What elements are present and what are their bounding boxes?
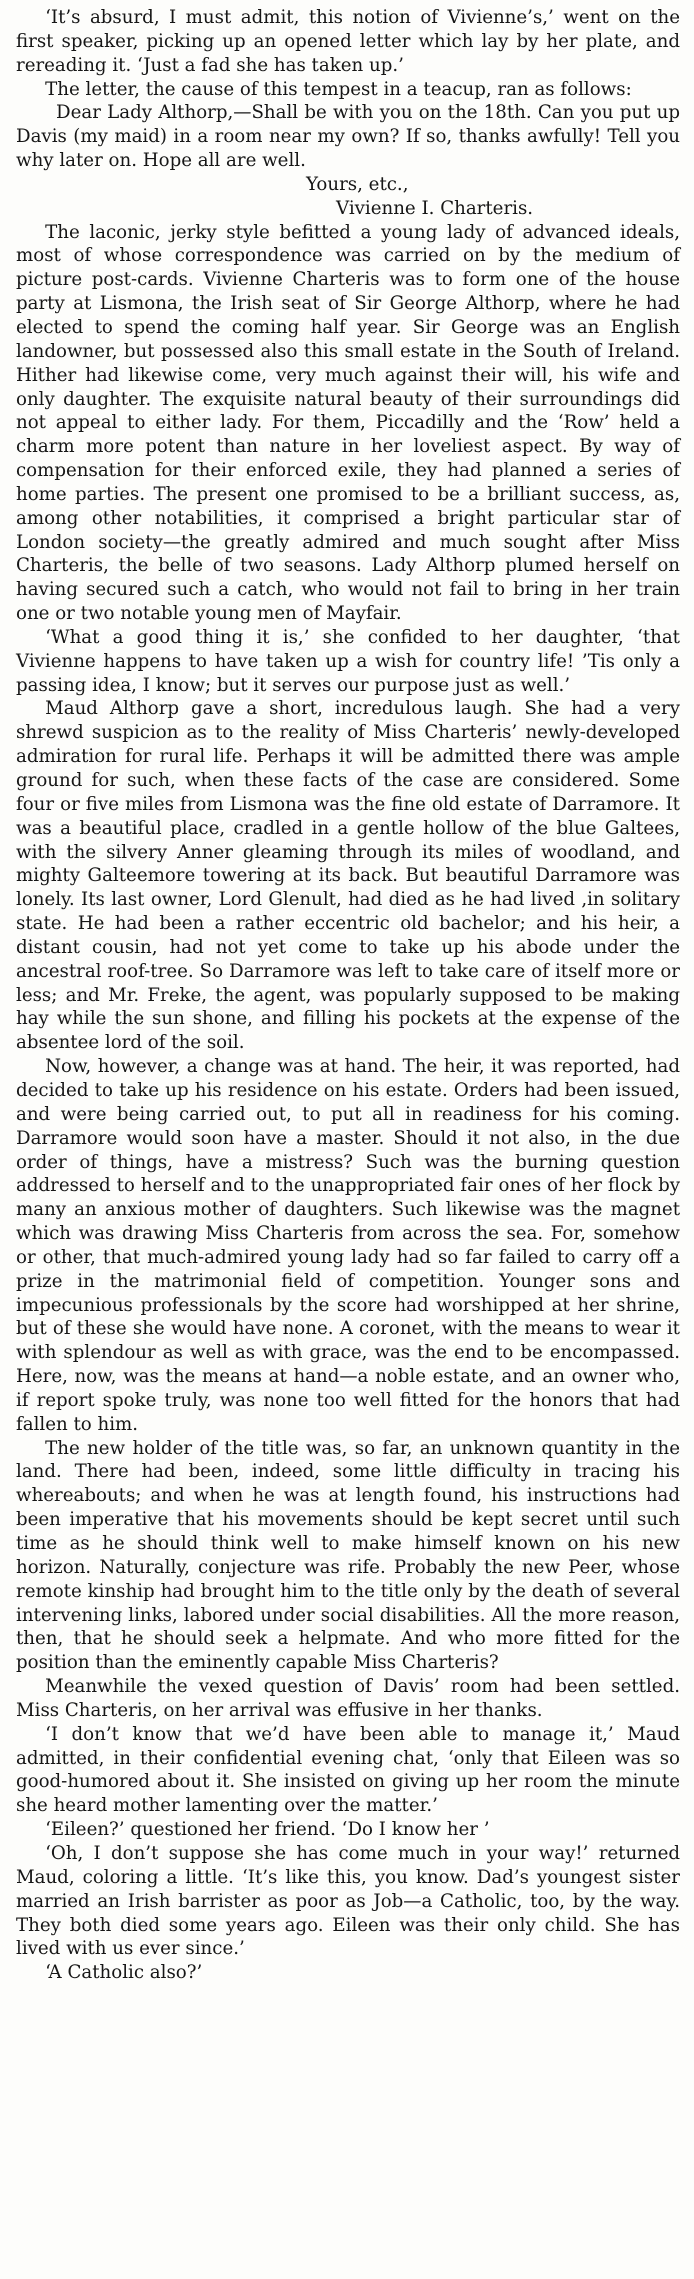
paragraph-manage-it: ‘I don’t know that we’d have been able to manage it,’ Maud admitted, in their confidential evening chat, ‘only that Eileen was so good-humored about it. She insisted on giving up her room the minute she heard mother lamenting over the matter.’ — [16, 1723, 680, 1817]
paragraph-davis-room: Meanwhile the vexed question of Davis’ room had been settled. Miss Charteris, on her arrival was effusive in her thanks. — [16, 1676, 680, 1721]
paragraph-new-holder: The new holder of the title was, so far, an unknown quantity in the land. There had been, indeed, some little difficulty in tracing his whereabouts; and when he was at length found, his instructions had been imperative that his movements should be kept secret until such time as he should think well to make himself known on his new horizon. Naturally, conjecture was rife. Probably the new Peer, whose remote kinship had brought him to the title only by the death of several intervening links, labored under social disabilities. All the more reason, then, that he should seek a helpmate. And who more fitted for the position than the eminently capable Miss Charteris? — [16, 1437, 680, 1674]
paragraph-change-at-hand: Now, however, a change was at hand. The heir, it was reported, had decided to take up his residence on his estate. Orders had been issued, and were being carried out, to put all in readiness for his coming. Darramore would soon have a master. Should it not also, in the due order of things, have a mistress? Such was the burning question addressed to herself and to the unappropriated fair ones of her flock by many an anxious mother of daughters. Such likewise was the magnet which was drawing Miss Charteris from across the sea. For, somehow or other, that much-admired young lady had so far failed to carry off a prize in the matrimonial field of competition. Younger sons and impecunious professionals by the score had worshipped at her shrine, but of these she would have none. A coronet, with the means to wear it with splendour as well as with grace, was the end to be encompassed. Here, now, was the means at hand—a noble estate, and an owner who, if report spoke truly, was none too well fitted for the honors that had fallen to him. — [16, 1056, 680, 1435]
letter-closing: Yours, etc., — [306, 173, 409, 195]
paragraph-letter-body: Dear Lady Althorp,—Shall be with you on the 18th. Can you put up Davis (my maid) in a room near my own? If so, thanks awfully! Tell you why later on. Hope all are well. — [16, 102, 680, 172]
paragraph-eileen-answer: ‘Oh, I don’t suppose she has come much in your way!’ returned Maud, coloring a little. ‘It’s like this, you know. Dad’s youngest sister married an Irish barrister as poor as Job—a Catholic, too, by the way. They both died some years ago. Eileen was their only child. She has lived with us ever since.’ — [16, 1842, 680, 1960]
paragraph-darramore: Maud Althorp gave a short, incredulous laugh. She had a very shrewd suspicion as to the reality of Miss Charteris’ newly-developed admiration for rural life. Perhaps it will be admitted there was ample ground for such, when these facts of the case are considered. Some four or five miles from Lismona was the fine old estate of Darramore. It was a beautiful place, cradled in a gentle hollow of the blue Galtees, with the silvery Anner gleaming through its miles of woodland, and mighty Galteemore towering at its back. But beautiful Darramore was lonely. Its last owner, Lord Glenult, had died as he had lived ,in solitary state. He had been a rather eccentric old bachelor; and his heir, a distant cousin, had not yet come to take up his abode under the ancestral roof-tree. So Darramore was left to take care of itself more or less; and Mr. Freke, the agent, was popularly supposed to be making hay while the sun shone, and filling his pockets at the expense of the absentee lord of the soil. — [16, 698, 680, 1054]
paragraph-good-thing: ‘What a good thing it is,’ she confided to her daughter, ‘that Vivienne happens to have taken up a wish for country life! ’Tis only a passing idea, I know; but it serves our purpose just as well.’ — [16, 626, 680, 696]
paragraph-house-party: The laconic, jerky style befitted a young lady of advanced ideals, most of whose correspondence was carried on by the medium of picture post-cards. Vivienne Charteris was to form one of the house party at Lismona, the Irish seat of Sir George Althorp, where he had elected to spend the coming half year. Sir George was an English landowner, but possessed also this small estate in the South of Ireland. Hither had likewise come, very much against their will, his wife and only daughter. The exquisite natural beauty of their surroundings did not appeal to either lady. For them, Piccadilly and the ‘Row’ held a charm more potent than nature in her loveliest aspect. By way of compensation for their enforced exile, they had planned a series of home parties. The present one promised to be a brilliant success, as, among other notabilities, it comprised a bright particular star of London society—the greatly admired and much sought after Miss Charteris, the belle of two seasons. Lady Althorp plumed herself on having secured such a catch, who would not fail to bring in her train one or two notable young men of Mayfair. — [16, 221, 680, 625]
paragraph-letter-intro: The letter, the cause of this tempest in a teacup, ran as follows: — [45, 78, 632, 100]
paragraph-opening-dialogue: ‘It’s absurd, I must admit, this notion of Vivienne’s,’ went on the first speaker, picking up an opened letter which lay by her plate, and rereading it. ‘Just a fad she has taken up.’ — [16, 7, 680, 76]
letter-signature: Vivienne I. Charteris. — [336, 197, 534, 219]
paragraph-eileen-question: ‘Eileen?’ questioned her friend. ‘Do I know her ’ — [45, 1819, 490, 1841]
paragraph-catholic-also: ‘A Catholic also?’ — [45, 1962, 203, 1984]
